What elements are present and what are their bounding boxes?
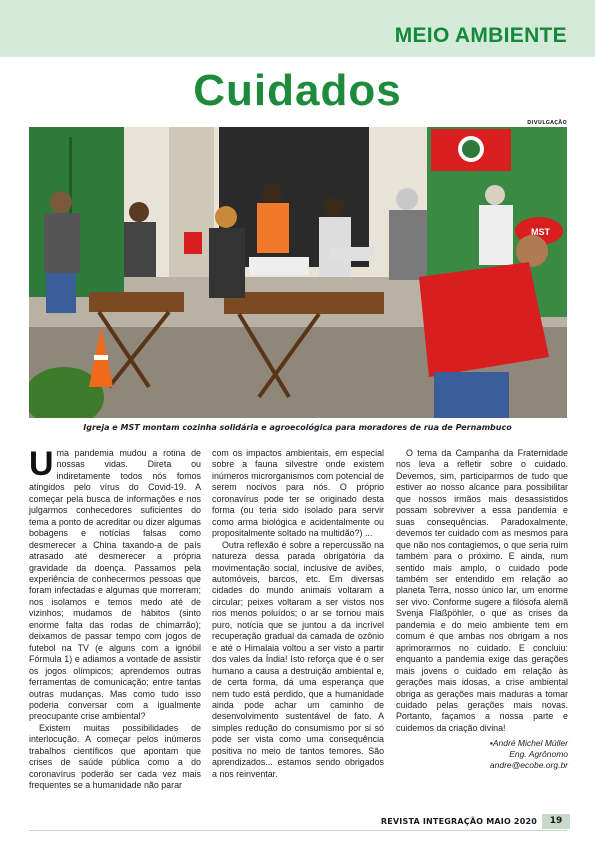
author-signature: ▪André Michel Müller Eng. Agrônomo andre@ecobe.org.br bbox=[396, 738, 568, 771]
paragraph: Outra reflexão é sobre a repercussão na natureza dessa parada obrigatória da movimentação social, inclusive de aviões, automóveis, barcos, etc. Em diversas cidades do mundo animais voltaram a circular; peixes voltaram a ser vistos nos rios menos poluídos; o ar se tornou mais puro, notícia que se juntou a da incrível recuperação gradual da camada de ozônio e até o Himalaia voltou a ser visto a partir dos vales da Índia! Isto reforça que é o ser humano a causa a destruição ambiental e, de certa forma, dá uma esperança que nem tudo está perdido, que a humanidade ainda pode achar um caminho de desenvolvimento sustentável de fato. A simples redução do consumismo por si só pode ser vista como uma consequência positiva no meio de tantos temores. São aprendizados... estamos sendo obrigados a nos reinventar. bbox=[212, 539, 384, 779]
paragraph: com os impactos ambientais, em especial sobre a fauna silvestre onde existem inúmeros microrganismos com potencial de serem nocivos para nós. O próprio coronavírus pode ter se originado desta forma (ou teria sido isolado para servir como arma biológica e acidentalmente ou propositalmente soltado na multidão?) ... bbox=[212, 448, 384, 539]
article-column-1 bbox=[29, 445, 201, 792]
drop-cap: U bbox=[29, 445, 54, 483]
photo-caption: Igreja e MST montam cozinha solidária e agroecológica para moradores de rua de Pernambuco bbox=[83, 423, 512, 432]
author-role: Eng. Agrônomo bbox=[509, 749, 568, 760]
cap-label: MST bbox=[531, 227, 550, 237]
page-number: 19 bbox=[542, 814, 570, 829]
paragraph: ma pandemia mudou a rotina de nossas vidas. Direta ou indiretamente todos nós fomos atingidos pelo vírus do Covid-19. A começar pela busca de informações e nos julgarmos conhecedores suficientes do tema a ponto de acreditar ou dizer algumas bobagens e notícias falsas como desmerecer a China taxando-a de país atrasado até desmerecer a própria gravidade da doença. Passamos pela experiência de conhecermos pessoas que foram infectadas e algumas que morreram; nos isolamos e temos medo até de vizinhos; mudamos de hábitos (sinto enorme falta das rodas de chimarrão); deixamos de passar tempo com jogos de futebol na TV (e alguns com a ignóbil Fórmula 1) e adiamos a vontade de assistir os jogos olímpicos; aprendemos outras ferramentas de comunicação; entre tantas outras mudanças. Mas como tudo isso poderia conversar com a igualmente preocupante crise ambiental? bbox=[29, 448, 201, 722]
article-column-3 bbox=[396, 448, 568, 771]
paragraph: Existem muitas possibilidades de interlocução. A começar pelos inúmeros trabalhos científicos que apontam que crises de saúde pública como a do coronavírus poderão ser cada vez mais frequentes se a humanidade não parar bbox=[29, 722, 201, 791]
section-label: MEIO AMBIENTE bbox=[394, 24, 567, 47]
paragraph: O tema da Campanha da Fraternidade nos leva a refletir sobre o cuidado. Devemos, sim, participarmos de tudo que estiver ao nosso alcance para possibilitar que nossos irmãos mais desassistidos possam sobreviver a essa pandemia e suas consequências. Paradoxalmente, devemos ter cuidado com as mesmos para que não nos contagiemos, o que seria ruim também para o próximo. E ainda, num sentido mais amplo, o cuidado pode também ser entendido em relação ao planeta Terra, nosso único lar, um enorme ser vivo. Conforme sugere a filósofa alemã Svenja Flaßpöhler, o que as crises da pandemia e do meio ambiente tem em comum é que ambas nos obrigam a nos aprimorarmos no cuidado. E concluiu: enquanto a pandemia exige das gerações mais jovens o cuidado em relação às gerações mais idosas, a crise ambiental obriga as gerações mais maduras a tomar cuidado pelas gerações mais novas. Portanto, façamos a nossa parte e cuidemos da criação divina! bbox=[396, 448, 568, 733]
author-name: André Michel Müller bbox=[492, 738, 568, 749]
publication-name: REVISTA INTEGRAÇÃO MAIO 2020 bbox=[380, 817, 537, 826]
photo-credit: DIVULGAÇÃO bbox=[527, 120, 567, 126]
page-footer bbox=[0, 812, 595, 842]
article-title: Cuidados bbox=[193, 66, 402, 115]
article-column-2 bbox=[212, 448, 384, 780]
article-photo bbox=[29, 127, 567, 418]
author-email[interactable]: andre@ecobe.org.br bbox=[489, 760, 568, 771]
footer-rule bbox=[29, 830, 567, 831]
photo-illustration bbox=[29, 127, 567, 418]
